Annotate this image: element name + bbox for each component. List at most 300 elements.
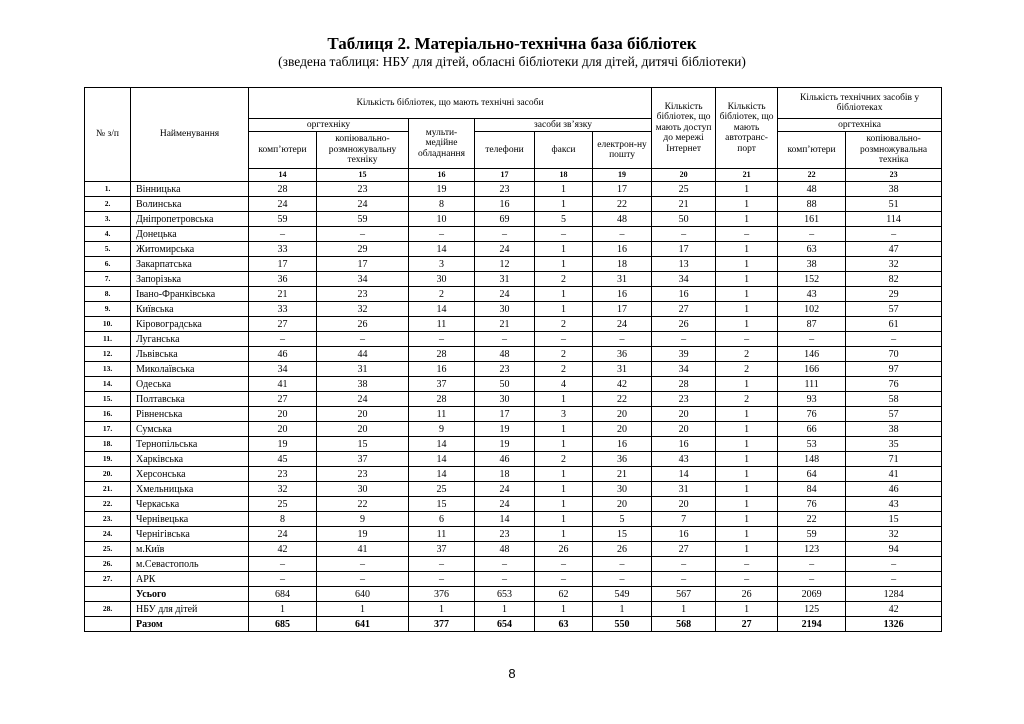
row-name: Тернопільська bbox=[131, 437, 249, 452]
cell-value: 28 bbox=[409, 392, 475, 407]
cell-value: 1 bbox=[652, 602, 716, 617]
cell-value: – bbox=[409, 572, 475, 587]
cell-value: 20 bbox=[593, 407, 652, 422]
cell-value: 48 bbox=[593, 212, 652, 227]
row-name: Дніпропетровська bbox=[131, 212, 249, 227]
cell-value: 24 bbox=[475, 242, 535, 257]
table-row bbox=[85, 272, 942, 287]
cell-value: 166 bbox=[778, 362, 846, 377]
cell-value: 23 bbox=[317, 182, 409, 197]
row-name: НБУ для дітей bbox=[131, 602, 249, 617]
cell-value: – bbox=[652, 557, 716, 572]
cell-value: 24 bbox=[317, 392, 409, 407]
cell-value: 9 bbox=[317, 512, 409, 527]
table-row bbox=[85, 482, 942, 497]
row-name: Волинська bbox=[131, 197, 249, 212]
cell-value: – bbox=[846, 572, 942, 587]
cell-value: – bbox=[593, 332, 652, 347]
cell-value: 1 bbox=[535, 257, 593, 272]
cell-value: 17 bbox=[593, 302, 652, 317]
cell-value: 20 bbox=[317, 422, 409, 437]
cell-value: 76 bbox=[778, 497, 846, 512]
cell-value: 2 bbox=[535, 362, 593, 377]
cell-value: 45 bbox=[249, 452, 317, 467]
cell-value: 8 bbox=[409, 197, 475, 212]
cell-value: 3 bbox=[535, 407, 593, 422]
cell-value: 20 bbox=[593, 422, 652, 437]
cell-value: 653 bbox=[475, 587, 535, 602]
page-title: Таблиця 2. Матеріально-технічна база бібліотек bbox=[327, 34, 697, 53]
cell-value: 39 bbox=[652, 347, 716, 362]
cell-value: – bbox=[249, 332, 317, 347]
cell-value: 48 bbox=[475, 347, 535, 362]
cell-value: 125 bbox=[778, 602, 846, 617]
cell-value: 16 bbox=[652, 527, 716, 542]
cell-value: 20 bbox=[249, 422, 317, 437]
cell-value: 29 bbox=[846, 287, 942, 302]
table-row bbox=[85, 557, 942, 572]
cell-value: 30 bbox=[475, 392, 535, 407]
row-number: 2. bbox=[85, 197, 131, 212]
cell-value: 152 bbox=[778, 272, 846, 287]
cell-value: 94 bbox=[846, 542, 942, 557]
cell-value: 17 bbox=[317, 257, 409, 272]
cell-value: 24 bbox=[593, 317, 652, 332]
row-name: Запорізька bbox=[131, 272, 249, 287]
row-number: 19. bbox=[85, 452, 131, 467]
col-number: 20 bbox=[652, 169, 716, 182]
cell-value: – bbox=[409, 332, 475, 347]
cell-value: 1 bbox=[716, 407, 778, 422]
table-row bbox=[85, 182, 942, 197]
cell-value: 1 bbox=[475, 602, 535, 617]
cell-value: 1 bbox=[535, 467, 593, 482]
row-name: Сумська bbox=[131, 422, 249, 437]
cell-value: 31 bbox=[593, 272, 652, 287]
table-row bbox=[85, 302, 942, 317]
cell-value: 28 bbox=[249, 182, 317, 197]
cell-value: 63 bbox=[778, 242, 846, 257]
cell-value: 1 bbox=[716, 422, 778, 437]
table-row bbox=[85, 332, 942, 347]
cell-value: 36 bbox=[593, 452, 652, 467]
cell-value: 23 bbox=[249, 467, 317, 482]
cell-value: 37 bbox=[409, 377, 475, 392]
row-number: 13. bbox=[85, 362, 131, 377]
row-name: Чернівецька bbox=[131, 512, 249, 527]
cell-value: 27 bbox=[716, 617, 778, 632]
cell-value: – bbox=[475, 227, 535, 242]
cell-value: 19 bbox=[475, 422, 535, 437]
cell-value: – bbox=[409, 227, 475, 242]
row-number: 9. bbox=[85, 302, 131, 317]
table-row bbox=[85, 497, 942, 512]
cell-value: – bbox=[593, 572, 652, 587]
row-number: 27. bbox=[85, 572, 131, 587]
cell-value: 23 bbox=[317, 287, 409, 302]
cell-value: 26 bbox=[716, 587, 778, 602]
row-number: 1. bbox=[85, 182, 131, 197]
row-name: Херсонська bbox=[131, 467, 249, 482]
table-row bbox=[85, 257, 942, 272]
cell-value: 11 bbox=[409, 527, 475, 542]
cell-value: 64 bbox=[778, 467, 846, 482]
cell-value: 32 bbox=[249, 482, 317, 497]
cell-value: 51 bbox=[846, 197, 942, 212]
cell-value: 23 bbox=[475, 362, 535, 377]
cell-value: 14 bbox=[475, 512, 535, 527]
cell-value: – bbox=[535, 227, 593, 242]
cell-value: 1 bbox=[716, 272, 778, 287]
cell-value: – bbox=[593, 557, 652, 572]
table-body bbox=[85, 182, 942, 632]
cell-value: 654 bbox=[475, 617, 535, 632]
cell-value: 26 bbox=[317, 317, 409, 332]
cell-value: 46 bbox=[846, 482, 942, 497]
cell-value: 17 bbox=[652, 242, 716, 257]
cell-value: 19 bbox=[249, 437, 317, 452]
table-row bbox=[85, 422, 942, 437]
col-number: 21 bbox=[716, 169, 778, 182]
col-header-phones: телефони bbox=[475, 132, 535, 169]
cell-value: 641 bbox=[317, 617, 409, 632]
row-number: 14. bbox=[85, 377, 131, 392]
cell-value: 1 bbox=[716, 452, 778, 467]
cell-value: – bbox=[846, 557, 942, 572]
cell-value: 1 bbox=[716, 482, 778, 497]
cell-value: – bbox=[652, 572, 716, 587]
cell-value: 34 bbox=[249, 362, 317, 377]
cell-value: 43 bbox=[652, 452, 716, 467]
cell-value: 48 bbox=[778, 182, 846, 197]
cell-value: 16 bbox=[593, 437, 652, 452]
cell-value: 16 bbox=[652, 287, 716, 302]
cell-value: 30 bbox=[593, 482, 652, 497]
cell-value: 33 bbox=[249, 242, 317, 257]
table-row bbox=[85, 242, 942, 257]
library-resources-table bbox=[84, 87, 942, 632]
cell-value: 23 bbox=[652, 392, 716, 407]
table-row bbox=[85, 617, 942, 632]
row-number: 23. bbox=[85, 512, 131, 527]
cell-value: 17 bbox=[249, 257, 317, 272]
cell-value: 1 bbox=[716, 182, 778, 197]
row-name: Разом bbox=[131, 617, 249, 632]
cell-value: – bbox=[249, 227, 317, 242]
cell-value: 57 bbox=[846, 302, 942, 317]
cell-value: 20 bbox=[652, 497, 716, 512]
cell-value: 84 bbox=[778, 482, 846, 497]
col-number: 16 bbox=[409, 169, 475, 182]
cell-value: 1 bbox=[716, 302, 778, 317]
cell-value: 31 bbox=[317, 362, 409, 377]
cell-value: 30 bbox=[475, 302, 535, 317]
row-number: 7. bbox=[85, 272, 131, 287]
cell-value: 19 bbox=[475, 437, 535, 452]
cell-value: 22 bbox=[593, 197, 652, 212]
cell-value: 24 bbox=[249, 527, 317, 542]
cell-value: 22 bbox=[317, 497, 409, 512]
table-row bbox=[85, 437, 942, 452]
cell-value: 16 bbox=[409, 362, 475, 377]
cell-value: 66 bbox=[778, 422, 846, 437]
cell-value: 20 bbox=[249, 407, 317, 422]
cell-value: 14 bbox=[409, 242, 475, 257]
row-name: Рівненська bbox=[131, 407, 249, 422]
cell-value: – bbox=[317, 332, 409, 347]
cell-value: 20 bbox=[317, 407, 409, 422]
cell-value: 14 bbox=[409, 452, 475, 467]
cell-value: 640 bbox=[317, 587, 409, 602]
row-number: 24. bbox=[85, 527, 131, 542]
col-header-name: Найменування bbox=[131, 88, 249, 182]
cell-value: 12 bbox=[475, 257, 535, 272]
row-name: м.Київ bbox=[131, 542, 249, 557]
row-number: 20. bbox=[85, 467, 131, 482]
cell-value: 22 bbox=[778, 512, 846, 527]
table-row bbox=[85, 377, 942, 392]
cell-value: 111 bbox=[778, 377, 846, 392]
cell-value: – bbox=[535, 572, 593, 587]
cell-value: 34 bbox=[652, 272, 716, 287]
cell-value: 27 bbox=[652, 302, 716, 317]
cell-value: 50 bbox=[475, 377, 535, 392]
table-row bbox=[85, 317, 942, 332]
cell-value: 2 bbox=[716, 347, 778, 362]
cell-value: 1 bbox=[535, 527, 593, 542]
cell-value: 26 bbox=[593, 542, 652, 557]
cell-value: 38 bbox=[778, 257, 846, 272]
cell-value: – bbox=[846, 227, 942, 242]
row-name: Черкаська bbox=[131, 497, 249, 512]
cell-value: 685 bbox=[249, 617, 317, 632]
cell-value: 21 bbox=[593, 467, 652, 482]
cell-value: 2 bbox=[535, 452, 593, 467]
group-header-tech: Кількість бібліотек, що мають технічні засоби bbox=[249, 88, 652, 119]
cell-value: 13 bbox=[652, 257, 716, 272]
cell-value: 34 bbox=[317, 272, 409, 287]
cell-value: 87 bbox=[778, 317, 846, 332]
cell-value: – bbox=[778, 227, 846, 242]
cell-value: 24 bbox=[475, 482, 535, 497]
col-header-no: № з/п bbox=[85, 88, 131, 182]
cell-value: 19 bbox=[317, 527, 409, 542]
cell-value: 1 bbox=[716, 602, 778, 617]
col-number: 17 bbox=[475, 169, 535, 182]
cell-value: 567 bbox=[652, 587, 716, 602]
row-name: Луганська bbox=[131, 332, 249, 347]
cell-value: 34 bbox=[652, 362, 716, 377]
cell-value: 2 bbox=[535, 317, 593, 332]
cell-value: 1284 bbox=[846, 587, 942, 602]
cell-value: 23 bbox=[475, 527, 535, 542]
table-row bbox=[85, 587, 942, 602]
cell-value: – bbox=[317, 572, 409, 587]
cell-value: 21 bbox=[652, 197, 716, 212]
table-row bbox=[85, 392, 942, 407]
col-header-copiers2: копіювально-розмножувальна техніка bbox=[846, 132, 942, 169]
cell-value: 5 bbox=[535, 212, 593, 227]
cell-value: – bbox=[778, 572, 846, 587]
cell-value: 29 bbox=[317, 242, 409, 257]
cell-value: 44 bbox=[317, 347, 409, 362]
cell-value: 10 bbox=[409, 212, 475, 227]
row-number: 10. bbox=[85, 317, 131, 332]
cell-value: 37 bbox=[409, 542, 475, 557]
cell-value: – bbox=[652, 332, 716, 347]
cell-value: 42 bbox=[249, 542, 317, 557]
cell-value: 46 bbox=[249, 347, 317, 362]
table-row bbox=[85, 407, 942, 422]
cell-value: 1 bbox=[716, 377, 778, 392]
table-row bbox=[85, 347, 942, 362]
col-number: 19 bbox=[593, 169, 652, 182]
col-number: 15 bbox=[317, 169, 409, 182]
table-row bbox=[85, 212, 942, 227]
cell-value: 550 bbox=[593, 617, 652, 632]
cell-value: 23 bbox=[317, 467, 409, 482]
cell-value: 47 bbox=[846, 242, 942, 257]
cell-value: 1 bbox=[716, 437, 778, 452]
cell-value: – bbox=[475, 332, 535, 347]
row-number: 5. bbox=[85, 242, 131, 257]
row-name: Київська bbox=[131, 302, 249, 317]
cell-value: 27 bbox=[249, 392, 317, 407]
cell-value: 59 bbox=[249, 212, 317, 227]
cell-value: 31 bbox=[593, 362, 652, 377]
col-number: 18 bbox=[535, 169, 593, 182]
col-header-autotransport: Кількість бібліотек, що мають автотранс-порт bbox=[716, 88, 778, 169]
cell-value: 88 bbox=[778, 197, 846, 212]
row-name: Кіровоградська bbox=[131, 317, 249, 332]
row-name: Вінницька bbox=[131, 182, 249, 197]
row-number: 15. bbox=[85, 392, 131, 407]
cell-value: – bbox=[249, 557, 317, 572]
cell-value: 41 bbox=[249, 377, 317, 392]
cell-value: – bbox=[716, 227, 778, 242]
cell-value: 28 bbox=[409, 347, 475, 362]
cell-value: 1 bbox=[317, 602, 409, 617]
table-row bbox=[85, 572, 942, 587]
col-header-computers2: комп’ютери bbox=[778, 132, 846, 169]
cell-value: 36 bbox=[593, 347, 652, 362]
cell-value: 684 bbox=[249, 587, 317, 602]
cell-value: 1 bbox=[716, 512, 778, 527]
row-number: 3. bbox=[85, 212, 131, 227]
row-number: 28. bbox=[85, 602, 131, 617]
cell-value: 1 bbox=[716, 317, 778, 332]
cell-value: 20 bbox=[652, 407, 716, 422]
cell-value: 32 bbox=[317, 302, 409, 317]
cell-value: 14 bbox=[652, 467, 716, 482]
cell-value: – bbox=[716, 572, 778, 587]
cell-value: – bbox=[409, 557, 475, 572]
table-row bbox=[85, 602, 942, 617]
cell-value: 2 bbox=[409, 287, 475, 302]
cell-value: 37 bbox=[317, 452, 409, 467]
col-header-computers: комп’ютери bbox=[249, 132, 317, 169]
cell-value: 16 bbox=[475, 197, 535, 212]
cell-value: 26 bbox=[652, 317, 716, 332]
cell-value: – bbox=[593, 227, 652, 242]
row-number: 16. bbox=[85, 407, 131, 422]
cell-value: 42 bbox=[593, 377, 652, 392]
cell-value: 36 bbox=[249, 272, 317, 287]
cell-value: 50 bbox=[652, 212, 716, 227]
table-row bbox=[85, 197, 942, 212]
table-row bbox=[85, 542, 942, 557]
cell-value: 11 bbox=[409, 317, 475, 332]
table-row bbox=[85, 512, 942, 527]
row-number: 8. bbox=[85, 287, 131, 302]
cell-value: 38 bbox=[846, 182, 942, 197]
cell-value: 43 bbox=[778, 287, 846, 302]
cell-value: 114 bbox=[846, 212, 942, 227]
cell-value: 71 bbox=[846, 452, 942, 467]
row-name: Хмельницька bbox=[131, 482, 249, 497]
cell-value: 27 bbox=[249, 317, 317, 332]
cell-value: 7 bbox=[652, 512, 716, 527]
cell-value: 6 bbox=[409, 512, 475, 527]
cell-value: 4 bbox=[535, 377, 593, 392]
cell-value: 1 bbox=[593, 602, 652, 617]
cell-value: 1 bbox=[716, 542, 778, 557]
cell-value: 26 bbox=[535, 542, 593, 557]
row-number: 22. bbox=[85, 497, 131, 512]
row-name: Івано-Франківська bbox=[131, 287, 249, 302]
cell-value: 35 bbox=[846, 437, 942, 452]
cell-value: 1 bbox=[535, 497, 593, 512]
cell-value: – bbox=[716, 332, 778, 347]
cell-value: 48 bbox=[475, 542, 535, 557]
cell-value: 1 bbox=[716, 257, 778, 272]
cell-value: 1 bbox=[716, 197, 778, 212]
cell-value: 2 bbox=[535, 347, 593, 362]
cell-value: 15 bbox=[593, 527, 652, 542]
cell-value: 549 bbox=[593, 587, 652, 602]
cell-value: 28 bbox=[652, 377, 716, 392]
cell-value: 1 bbox=[535, 287, 593, 302]
col-number: 23 bbox=[846, 169, 942, 182]
col-header-faxes: факси bbox=[535, 132, 593, 169]
cell-value: 21 bbox=[249, 287, 317, 302]
cell-value: 11 bbox=[409, 407, 475, 422]
cell-value: – bbox=[475, 572, 535, 587]
cell-value: 1 bbox=[535, 242, 593, 257]
cell-value: 20 bbox=[593, 497, 652, 512]
cell-value: – bbox=[846, 332, 942, 347]
cell-value: 41 bbox=[846, 467, 942, 482]
cell-value: 1 bbox=[535, 197, 593, 212]
cell-value: 568 bbox=[652, 617, 716, 632]
cell-value: 1 bbox=[535, 422, 593, 437]
row-name: Миколаївська bbox=[131, 362, 249, 377]
row-name: Чернігівська bbox=[131, 527, 249, 542]
cell-value: 123 bbox=[778, 542, 846, 557]
cell-value: 3 bbox=[409, 257, 475, 272]
table-row bbox=[85, 527, 942, 542]
cell-value: – bbox=[535, 557, 593, 572]
cell-value: 76 bbox=[846, 377, 942, 392]
cell-value: 376 bbox=[409, 587, 475, 602]
cell-value: 1 bbox=[535, 512, 593, 527]
table-row bbox=[85, 467, 942, 482]
cell-value: 14 bbox=[409, 437, 475, 452]
cell-value: 9 bbox=[409, 422, 475, 437]
col-number: 14 bbox=[249, 169, 317, 182]
col-header-multimedia: мульти-медійне обладнання bbox=[409, 119, 475, 169]
cell-value: 30 bbox=[317, 482, 409, 497]
